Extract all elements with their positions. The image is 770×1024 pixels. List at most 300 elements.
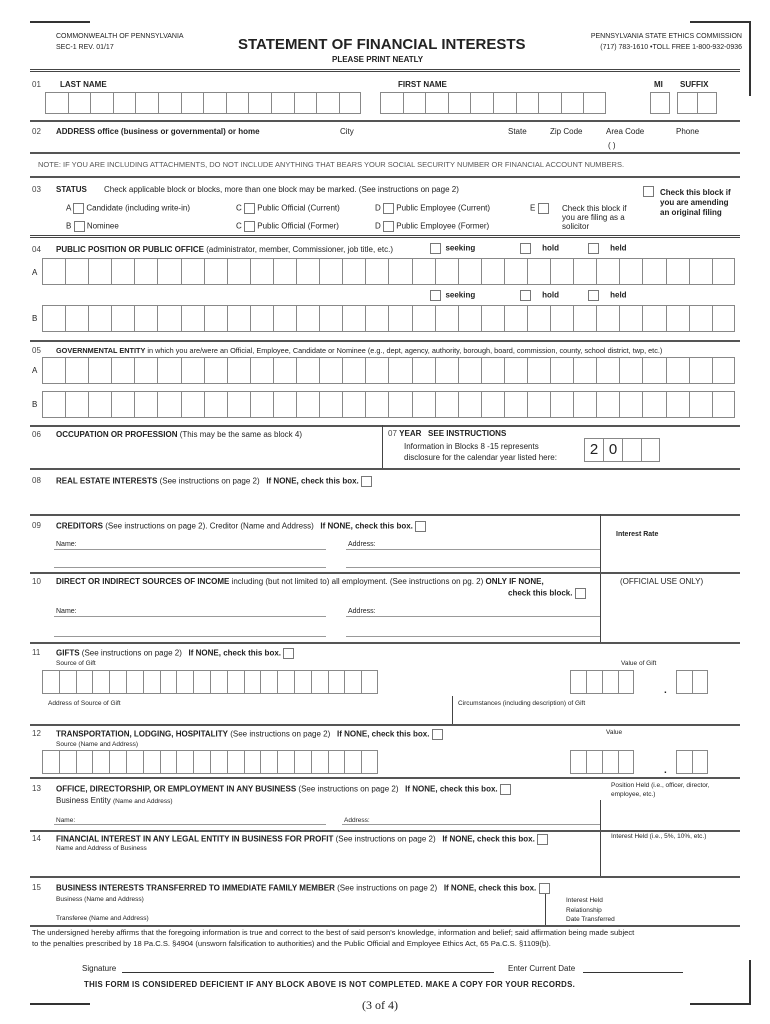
character-box[interactable] bbox=[425, 92, 448, 114]
corner-mark bbox=[30, 1003, 90, 1005]
character-box[interactable] bbox=[527, 305, 550, 332]
gift-value-boxes bbox=[570, 670, 634, 694]
character-box[interactable] bbox=[583, 92, 606, 114]
deficient-warning: THIS FORM IS CONSIDERED DEFICIENT IF ANY BLOCK ABOVE IS NOT COMPLETED. MAKE A COPY FOR YOUR RECORDS. bbox=[84, 980, 576, 989]
checkbox[interactable] bbox=[74, 221, 85, 232]
character-box[interactable] bbox=[342, 391, 365, 418]
character-box[interactable] bbox=[676, 750, 692, 774]
character-box[interactable] bbox=[689, 258, 712, 285]
checkbox[interactable] bbox=[588, 290, 599, 301]
character-box[interactable] bbox=[712, 305, 735, 332]
character-box[interactable] bbox=[204, 357, 227, 384]
character-box[interactable] bbox=[689, 357, 712, 384]
character-box[interactable] bbox=[76, 670, 93, 694]
character-box[interactable] bbox=[294, 92, 317, 114]
character-box[interactable] bbox=[712, 391, 735, 418]
character-box[interactable] bbox=[365, 391, 388, 418]
block-number: 09 bbox=[32, 521, 41, 530]
character-box[interactable] bbox=[481, 305, 504, 332]
character-box[interactable] bbox=[586, 750, 602, 774]
real-estate-none-checkbox[interactable] bbox=[361, 476, 372, 487]
character-box[interactable] bbox=[328, 750, 345, 774]
character-box[interactable] bbox=[126, 670, 143, 694]
affirmation-text: The undersigned hereby affirms that the foregoing information is true and correct to the best of said person's knowledge, information and belief; said affirmation being made subject bbox=[32, 928, 635, 937]
status-option-a[interactable]: A Candidate (including write-in) bbox=[66, 203, 190, 213]
checkbox[interactable] bbox=[430, 243, 441, 254]
character-box[interactable] bbox=[42, 391, 65, 418]
character-box[interactable] bbox=[596, 258, 619, 285]
name-line[interactable] bbox=[54, 636, 326, 637]
address-line[interactable] bbox=[342, 824, 600, 825]
divider bbox=[30, 724, 740, 726]
divider bbox=[545, 893, 546, 925]
character-box[interactable] bbox=[586, 670, 602, 694]
character-box[interactable] bbox=[296, 305, 319, 332]
character-box[interactable] bbox=[516, 92, 539, 114]
character-box[interactable] bbox=[134, 357, 157, 384]
transport-none-checkbox[interactable] bbox=[432, 729, 443, 740]
last-name-label: LAST NAME bbox=[60, 80, 107, 89]
character-box[interactable] bbox=[42, 670, 59, 694]
divider bbox=[600, 800, 601, 876]
character-box[interactable] bbox=[435, 305, 458, 332]
character-box[interactable] bbox=[619, 391, 642, 418]
character-box[interactable] bbox=[650, 92, 670, 114]
character-box[interactable] bbox=[573, 391, 596, 418]
character-box[interactable] bbox=[596, 357, 619, 384]
occupation-desc: (This may be the same as block 4) bbox=[179, 430, 303, 439]
character-box[interactable] bbox=[458, 357, 481, 384]
income-none[interactable]: check this block. bbox=[508, 588, 586, 599]
checkbox[interactable] bbox=[244, 203, 255, 214]
character-box[interactable] bbox=[176, 670, 193, 694]
character-box[interactable] bbox=[157, 258, 180, 285]
block-number: 02 bbox=[32, 127, 41, 136]
character-box[interactable] bbox=[365, 305, 388, 332]
name-label: Name: bbox=[56, 541, 77, 548]
character-box[interactable] bbox=[260, 750, 277, 774]
character-box[interactable] bbox=[550, 258, 573, 285]
character-box[interactable] bbox=[210, 750, 227, 774]
interest-rate-label: Interest Rate bbox=[616, 531, 659, 538]
character-box[interactable] bbox=[59, 670, 76, 694]
divider bbox=[30, 642, 740, 644]
character-box[interactable] bbox=[642, 258, 665, 285]
character-box[interactable] bbox=[642, 305, 665, 332]
character-box[interactable] bbox=[204, 258, 227, 285]
character-box[interactable] bbox=[388, 391, 411, 418]
block-number: 03 bbox=[32, 185, 41, 194]
address-line[interactable] bbox=[346, 636, 600, 637]
character-box[interactable] bbox=[596, 391, 619, 418]
character-box[interactable] bbox=[602, 750, 618, 774]
character-box[interactable] bbox=[226, 92, 249, 114]
character-box[interactable] bbox=[435, 391, 458, 418]
character-box[interactable] bbox=[342, 357, 365, 384]
corner-mark bbox=[749, 21, 751, 96]
character-box[interactable] bbox=[689, 391, 712, 418]
character-box[interactable] bbox=[412, 391, 435, 418]
character-box[interactable] bbox=[111, 305, 134, 332]
character-box[interactable] bbox=[260, 670, 277, 694]
character-box[interactable] bbox=[277, 670, 294, 694]
character-box[interactable] bbox=[271, 92, 294, 114]
character-box[interactable] bbox=[365, 258, 388, 285]
character-box[interactable] bbox=[158, 92, 181, 114]
character-box[interactable] bbox=[573, 305, 596, 332]
character-box[interactable] bbox=[361, 670, 378, 694]
character-box[interactable] bbox=[68, 92, 91, 114]
character-box[interactable] bbox=[181, 305, 204, 332]
character-box[interactable] bbox=[481, 258, 504, 285]
area-code-label: Area Code bbox=[606, 127, 645, 136]
character-box[interactable] bbox=[388, 305, 411, 332]
character-box[interactable] bbox=[181, 357, 204, 384]
character-box[interactable] bbox=[76, 750, 93, 774]
character-box[interactable] bbox=[712, 258, 735, 285]
year-desc-2: disclosure for the calendar year listed here: bbox=[404, 453, 557, 462]
transport-value-boxes bbox=[570, 750, 634, 774]
character-box[interactable] bbox=[273, 258, 296, 285]
character-box[interactable] bbox=[481, 391, 504, 418]
character-box[interactable] bbox=[244, 670, 261, 694]
character-box[interactable] bbox=[344, 670, 361, 694]
character-box[interactable] bbox=[316, 92, 339, 114]
character-box[interactable] bbox=[602, 670, 618, 694]
character-box[interactable] bbox=[677, 92, 697, 114]
character-box[interactable] bbox=[111, 391, 134, 418]
character-box[interactable] bbox=[248, 92, 271, 114]
character-box[interactable] bbox=[619, 357, 642, 384]
character-box[interactable] bbox=[561, 92, 584, 114]
character-box[interactable] bbox=[134, 305, 157, 332]
character-box[interactable] bbox=[227, 305, 250, 332]
character-box[interactable] bbox=[692, 750, 708, 774]
value-label: Value of Gift bbox=[621, 660, 657, 667]
character-box[interactable] bbox=[92, 670, 109, 694]
seeking-b[interactable]: seeking bbox=[430, 290, 475, 301]
character-box[interactable] bbox=[596, 305, 619, 332]
character-box[interactable] bbox=[157, 357, 180, 384]
name-line[interactable] bbox=[54, 824, 326, 825]
income-none-checkbox[interactable] bbox=[575, 588, 586, 599]
character-box[interactable] bbox=[157, 305, 180, 332]
block-number: 11 bbox=[32, 648, 41, 657]
year-digit: 0 bbox=[603, 438, 622, 462]
checkbox[interactable] bbox=[383, 221, 394, 232]
character-box[interactable] bbox=[319, 258, 342, 285]
character-box[interactable] bbox=[388, 258, 411, 285]
amend-label: Check this block if you are amending an original filing bbox=[660, 188, 731, 217]
status-option-c-current[interactable]: C Public Official (Current) bbox=[236, 203, 340, 213]
character-box[interactable] bbox=[573, 357, 596, 384]
character-box[interactable] bbox=[666, 357, 689, 384]
character-box[interactable] bbox=[642, 357, 665, 384]
character-box[interactable] bbox=[412, 357, 435, 384]
character-box[interactable] bbox=[697, 92, 717, 114]
character-box[interactable] bbox=[504, 357, 527, 384]
character-box[interactable] bbox=[88, 305, 111, 332]
character-box[interactable] bbox=[227, 670, 244, 694]
character-box[interactable] bbox=[311, 750, 328, 774]
character-box[interactable] bbox=[160, 670, 177, 694]
status-option-e[interactable]: E bbox=[530, 203, 549, 214]
office-none-checkbox[interactable] bbox=[500, 784, 511, 795]
first-name-boxes bbox=[380, 92, 606, 114]
character-box[interactable] bbox=[227, 357, 250, 384]
character-box[interactable] bbox=[527, 357, 550, 384]
character-box[interactable] bbox=[65, 305, 88, 332]
creditors-none-checkbox[interactable] bbox=[415, 521, 426, 532]
character-box[interactable] bbox=[412, 305, 435, 332]
transfer-none-checkbox[interactable] bbox=[539, 883, 550, 894]
character-box[interactable] bbox=[111, 258, 134, 285]
character-box[interactable] bbox=[676, 670, 692, 694]
character-box[interactable] bbox=[90, 92, 113, 114]
character-box[interactable] bbox=[250, 305, 273, 332]
character-box[interactable] bbox=[618, 670, 634, 694]
character-box[interactable] bbox=[296, 258, 319, 285]
checkbox[interactable] bbox=[430, 290, 441, 301]
character-box[interactable] bbox=[458, 391, 481, 418]
block-number: 12 bbox=[32, 729, 41, 738]
character-box[interactable] bbox=[126, 750, 143, 774]
interest-held-label: Interest Held (i.e., 5%, 10%, etc.) bbox=[611, 833, 707, 840]
character-box[interactable] bbox=[250, 391, 273, 418]
checkbox[interactable] bbox=[520, 243, 531, 254]
character-box[interactable] bbox=[619, 258, 642, 285]
see-instructions: SEE INSTRUCTIONS bbox=[428, 429, 507, 438]
signature-line[interactable] bbox=[122, 972, 494, 973]
seeking-a[interactable]: seeking bbox=[430, 243, 475, 254]
character-box[interactable] bbox=[527, 391, 550, 418]
name-line[interactable] bbox=[54, 567, 326, 568]
checkbox[interactable] bbox=[538, 203, 549, 214]
divider bbox=[30, 425, 740, 427]
amend-checkbox[interactable] bbox=[643, 186, 654, 197]
character-box[interactable] bbox=[619, 305, 642, 332]
character-box[interactable] bbox=[689, 305, 712, 332]
character-box[interactable] bbox=[203, 92, 226, 114]
hold-a[interactable]: hold bbox=[520, 243, 559, 254]
character-box[interactable] bbox=[403, 92, 426, 114]
character-box[interactable] bbox=[666, 258, 689, 285]
character-box[interactable] bbox=[134, 258, 157, 285]
character-box[interactable] bbox=[210, 670, 227, 694]
block-number: 08 bbox=[32, 476, 41, 485]
character-box[interactable] bbox=[65, 357, 88, 384]
character-box[interactable] bbox=[250, 357, 273, 384]
status-option-d-current[interactable]: D Public Employee (Current) bbox=[375, 203, 491, 213]
character-box[interactable] bbox=[143, 750, 160, 774]
character-box[interactable] bbox=[550, 391, 573, 418]
character-box[interactable] bbox=[328, 670, 345, 694]
divider bbox=[30, 876, 740, 878]
source-label: Source of Gift bbox=[56, 660, 96, 667]
character-box[interactable] bbox=[412, 258, 435, 285]
character-box[interactable] bbox=[157, 391, 180, 418]
character-box[interactable] bbox=[227, 750, 244, 774]
character-box[interactable] bbox=[504, 391, 527, 418]
character-box[interactable] bbox=[342, 305, 365, 332]
character-box[interactable] bbox=[181, 92, 204, 114]
name-line[interactable] bbox=[54, 549, 326, 550]
mi-label: MI bbox=[654, 80, 663, 89]
character-box[interactable] bbox=[319, 305, 342, 332]
character-box[interactable] bbox=[642, 391, 665, 418]
character-box[interactable] bbox=[294, 670, 311, 694]
character-box[interactable] bbox=[458, 305, 481, 332]
character-box[interactable] bbox=[250, 258, 273, 285]
character-box[interactable] bbox=[113, 92, 136, 114]
checkbox[interactable] bbox=[73, 203, 84, 214]
character-box[interactable] bbox=[65, 258, 88, 285]
character-box[interactable] bbox=[59, 750, 76, 774]
address-line[interactable] bbox=[346, 616, 600, 617]
address-line[interactable] bbox=[346, 567, 600, 568]
checkbox[interactable] bbox=[520, 290, 531, 301]
divider bbox=[30, 176, 740, 178]
date-label: Enter Current Date bbox=[508, 964, 576, 973]
occupation-title: OCCUPATION OR PROFESSION bbox=[56, 430, 178, 439]
character-box[interactable] bbox=[344, 750, 361, 774]
character-box[interactable] bbox=[227, 258, 250, 285]
character-box[interactable] bbox=[181, 258, 204, 285]
character-box[interactable] bbox=[493, 92, 516, 114]
character-box[interactable] bbox=[504, 305, 527, 332]
character-box[interactable] bbox=[527, 258, 550, 285]
character-box[interactable] bbox=[176, 750, 193, 774]
divider bbox=[30, 120, 740, 122]
financial-none-checkbox[interactable] bbox=[537, 834, 548, 845]
character-box[interactable] bbox=[692, 670, 708, 694]
year-digit-input[interactable] bbox=[622, 438, 641, 462]
name-label: Name: bbox=[56, 817, 76, 824]
character-box[interactable] bbox=[193, 670, 210, 694]
character-box[interactable] bbox=[42, 305, 65, 332]
held-a[interactable]: held bbox=[588, 243, 627, 254]
state-label: State bbox=[508, 127, 527, 136]
character-box[interactable] bbox=[435, 357, 458, 384]
character-box[interactable] bbox=[109, 670, 126, 694]
character-box[interactable] bbox=[296, 391, 319, 418]
held-b[interactable]: held bbox=[588, 290, 627, 301]
area-code-parens: ( ) bbox=[608, 141, 616, 150]
character-box[interactable] bbox=[135, 92, 158, 114]
character-box[interactable] bbox=[273, 391, 296, 418]
character-box[interactable] bbox=[538, 92, 561, 114]
character-box[interactable] bbox=[42, 258, 65, 285]
character-box[interactable] bbox=[504, 258, 527, 285]
year-boxes bbox=[584, 438, 660, 462]
character-box[interactable] bbox=[319, 391, 342, 418]
character-box[interactable] bbox=[111, 357, 134, 384]
character-box[interactable] bbox=[227, 391, 250, 418]
city-label: City bbox=[340, 127, 354, 136]
divider bbox=[30, 514, 740, 516]
character-box[interactable] bbox=[712, 357, 735, 384]
character-box[interactable] bbox=[570, 750, 586, 774]
character-box[interactable] bbox=[193, 750, 210, 774]
character-box[interactable] bbox=[160, 750, 177, 774]
character-box[interactable] bbox=[342, 258, 365, 285]
character-box[interactable] bbox=[365, 357, 388, 384]
checkbox[interactable] bbox=[383, 203, 394, 214]
character-box[interactable] bbox=[273, 357, 296, 384]
character-box[interactable] bbox=[361, 750, 378, 774]
character-box[interactable] bbox=[666, 391, 689, 418]
divider bbox=[30, 340, 740, 342]
character-box[interactable] bbox=[319, 357, 342, 384]
character-box[interactable] bbox=[88, 391, 111, 418]
character-box[interactable] bbox=[134, 391, 157, 418]
character-box[interactable] bbox=[666, 305, 689, 332]
status-option-c-former[interactable]: C Public Official (Former) bbox=[236, 221, 339, 231]
character-box[interactable] bbox=[296, 357, 319, 384]
status-option-b[interactable]: B Nominee bbox=[66, 221, 119, 231]
character-box[interactable] bbox=[88, 357, 111, 384]
character-box[interactable] bbox=[88, 258, 111, 285]
character-box[interactable] bbox=[458, 258, 481, 285]
character-box[interactable] bbox=[294, 750, 311, 774]
character-box[interactable] bbox=[273, 305, 296, 332]
suffix-boxes bbox=[677, 92, 717, 114]
address-line[interactable] bbox=[346, 549, 600, 550]
divider bbox=[30, 468, 740, 470]
character-box[interactable] bbox=[550, 305, 573, 332]
character-box[interactable] bbox=[65, 391, 88, 418]
character-box[interactable] bbox=[380, 92, 403, 114]
character-box[interactable] bbox=[181, 391, 204, 418]
character-box[interactable] bbox=[45, 92, 68, 114]
character-box[interactable] bbox=[570, 670, 586, 694]
year-digit-input[interactable] bbox=[641, 438, 660, 462]
position-held-label: Position Held (i.e., officer, director, employee, etc.) bbox=[611, 782, 710, 798]
character-box[interactable] bbox=[481, 357, 504, 384]
character-box[interactable] bbox=[435, 258, 458, 285]
hold-b[interactable]: hold bbox=[520, 290, 559, 301]
character-box[interactable] bbox=[204, 305, 227, 332]
character-box[interactable] bbox=[42, 750, 59, 774]
divider bbox=[382, 425, 383, 468]
character-box[interactable] bbox=[618, 750, 634, 774]
row-label: B bbox=[32, 400, 38, 409]
character-box[interactable] bbox=[470, 92, 493, 114]
character-box[interactable] bbox=[204, 391, 227, 418]
character-box[interactable] bbox=[277, 750, 294, 774]
business-name-label: Name and Address of Business bbox=[56, 845, 147, 852]
character-box[interactable] bbox=[92, 750, 109, 774]
character-box[interactable] bbox=[311, 670, 328, 694]
business-label: Business (Name and Address) bbox=[56, 896, 144, 903]
character-box[interactable] bbox=[42, 357, 65, 384]
status-option-d-former[interactable]: D Public Employee (Former) bbox=[375, 221, 490, 231]
character-box[interactable] bbox=[143, 670, 160, 694]
character-box[interactable] bbox=[448, 92, 471, 114]
character-box[interactable] bbox=[339, 92, 362, 114]
character-box[interactable] bbox=[109, 750, 126, 774]
gifts-none-checkbox[interactable] bbox=[283, 648, 294, 659]
character-box[interactable] bbox=[550, 357, 573, 384]
character-box[interactable] bbox=[573, 258, 596, 285]
checkbox[interactable] bbox=[588, 243, 599, 254]
checkbox[interactable] bbox=[244, 221, 255, 232]
character-box[interactable] bbox=[388, 357, 411, 384]
name-line[interactable] bbox=[54, 616, 326, 617]
character-box[interactable] bbox=[244, 750, 261, 774]
signature-label: Signature bbox=[82, 964, 117, 973]
date-line[interactable] bbox=[583, 972, 683, 973]
